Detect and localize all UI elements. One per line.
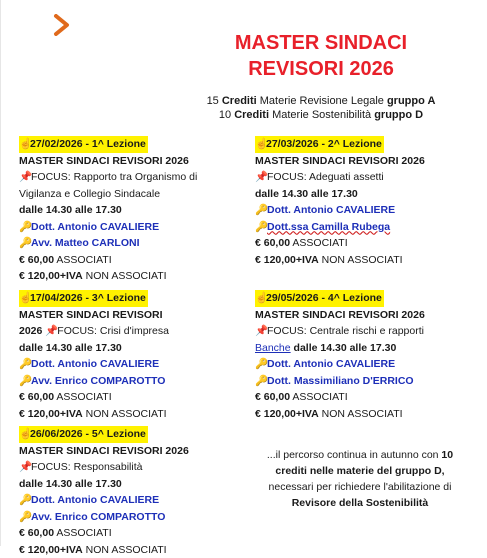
chevron-right-icon[interactable] [53,14,71,36]
lesson-focus: 📌FOCUS: Adeguati assetti [255,169,465,186]
lesson-price-non-associati: € 120,00+IVA NON ASSOCIATI [19,542,229,558]
hand-icon: ☝ [255,290,266,307]
lesson-speaker: 🔑Avv. Matteo CARLONI [19,235,219,252]
lesson-speaker: 🔑Dott. Antonio CAVALIERE [255,356,465,373]
lesson-date-badge: ☝27/03/2026 - 2^ Lezione [255,136,384,153]
lesson-price-associati: € 60,00 ASSOCIATI [255,389,465,406]
key-icon: 🔑 [255,356,267,373]
hand-icon: ☝ [19,426,30,443]
lesson-speaker: 🔑Dott. Antonio CAVALIERE [19,492,229,509]
lesson-speaker: 🔑Dott. Antonio CAVALIERE [19,219,219,236]
pushpin-icon: 📌 [19,169,31,186]
lesson-focus: 📌FOCUS: Rapporto tra Organismo di Vigilanza e Collegio Sindacale [19,169,219,202]
hand-icon: ☝ [19,136,30,153]
page-title [201,30,441,82]
key-icon: 🔑 [19,509,31,526]
lesson-price-associati: € 60,00 ASSOCIATI [19,252,219,269]
lesson-course: MASTER SINDACI REVISORI 2026 [19,153,219,170]
continuation-note: ...il percorso continua in autunno con 10 crediti nelle materie del gruppo D, necessari per richiedere l'abilitazione di Revisore della Sostenibilità [255,447,465,511]
lesson-focus: 📌FOCUS: Responsabilità [19,459,229,476]
lesson-price-non-associati: € 120,00+IVA NON ASSOCIATI [19,406,219,423]
pushpin-icon: 📌 [255,323,267,340]
key-icon: 🔑 [19,356,31,373]
key-icon: 🔑 [19,492,31,509]
hand-icon: ☝ [255,136,266,153]
lesson-2 [255,136,465,268]
lesson-focus: 📌FOCUS: Centrale rischi e rapporti [255,323,465,340]
title-line-1: MASTER SINDACI [201,30,441,56]
lesson-time: Banche dalle 14.30 alle 17.30 [255,340,465,357]
lesson-speaker: 🔑Avv. Enrico COMPAROTTO [19,373,219,390]
lesson-price-associati: € 60,00 ASSOCIATI [19,389,219,406]
lesson-time: dalle 14.30 alle 17.30 [19,476,229,493]
lesson-speaker: 🔑Dott. Massimiliano D'ERRICO [255,373,465,390]
pushpin-icon: 📌 [45,323,57,340]
lesson-speaker: 🔑Dott.ssa Camilla Rubega [255,219,465,236]
lesson-4 [255,290,465,422]
lesson-time: dalle 14.30 alle 17.30 [19,340,219,357]
credits-line-d: 10 Crediti Materie Sostenibilità gruppo D [201,108,441,122]
lesson-1 [19,136,219,285]
key-icon: 🔑 [19,219,31,236]
lesson-time: dalle 14.30 alle 17.30 [19,202,219,219]
lesson-time: dalle 14.30 alle 17.30 [255,186,465,203]
lesson-speaker: 🔑Dott. Antonio CAVALIERE [19,356,219,373]
key-icon: 🔑 [19,235,31,252]
lesson-course: MASTER SINDACI REVISORI [19,307,219,324]
lesson-3 [19,290,219,422]
lesson-price-non-associati: € 120,00+IVA NON ASSOCIATI [255,406,465,423]
pushpin-icon: 📌 [19,459,31,476]
key-icon: 🔑 [255,373,267,390]
lesson-speaker: 🔑Dott. Antonio CAVALIERE [255,202,465,219]
key-icon: 🔑 [255,219,267,236]
lesson-course: MASTER SINDACI REVISORI 2026 [255,307,465,324]
lesson-price-non-associati: € 120,00+IVA NON ASSOCIATI [255,252,465,269]
lesson-date-badge: ☝26/06/2026 - 5^ Lezione [19,426,148,443]
lesson-price-non-associati: € 120,00+IVA NON ASSOCIATI [19,268,219,285]
hand-icon: ☝ [19,290,30,307]
title-line-2: REVISORI 2026 [201,56,441,82]
lesson-focus: 2026 📌FOCUS: Crisi d'impresa [19,323,219,340]
key-icon: 🔑 [255,202,267,219]
lesson-date-badge: ☝29/05/2026 - 4^ Lezione [255,290,384,307]
lesson-price-associati: € 60,00 ASSOCIATI [255,235,465,252]
key-icon: 🔑 [19,373,31,390]
lesson-price-associati: € 60,00 ASSOCIATI [19,525,229,542]
lesson-course: MASTER SINDACI REVISORI 2026 [19,443,229,460]
pushpin-icon: 📌 [255,169,267,186]
lesson-course: MASTER SINDACI REVISORI 2026 [255,153,465,170]
lesson-speaker: 🔑Avv. Enrico COMPAROTTO [19,509,229,526]
lesson-date-badge: ☝27/02/2026 - 1^ Lezione [19,136,148,153]
credits-summary [201,94,441,122]
lesson-5 [19,426,229,558]
credits-line-a: 15 Crediti Materie Revisione Legale gruppo A [201,94,441,108]
lesson-date-badge: ☝17/04/2026 - 3^ Lezione [19,290,148,307]
